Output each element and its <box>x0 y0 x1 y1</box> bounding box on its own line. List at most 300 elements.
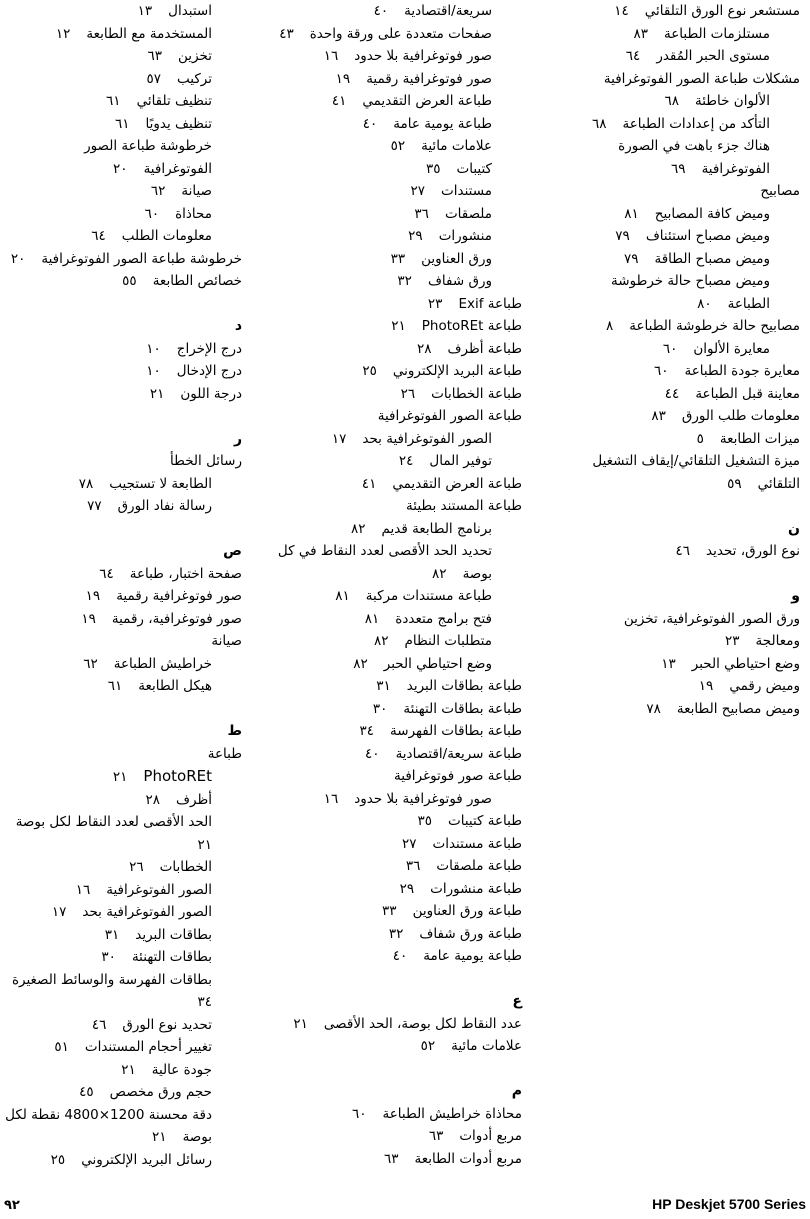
index-entry <box>272 698 522 721</box>
index-page-ref: ١٩ <box>85 588 101 604</box>
index-entry-text: خرطوشة طباعة الصور <box>84 138 212 154</box>
index-spacer <box>0 698 242 721</box>
index-subentry <box>272 68 522 91</box>
index-page-ref: ٣٣ <box>382 903 397 919</box>
index-entry <box>272 1125 522 1148</box>
index-entry-text: الخطابات <box>159 859 212 875</box>
index-entry-text: محاذاة خراطيش الطباعة <box>382 1105 522 1122</box>
index-entry <box>272 293 522 316</box>
index-page-ref: ٣٢ <box>397 273 412 289</box>
index-page-ref: ٤٦ <box>675 543 691 559</box>
index-entry-text: خراطيش الطباعة <box>113 655 212 672</box>
index-page-ref: ٥١ <box>54 1039 69 1055</box>
index-page-ref: ٦٠ <box>662 340 678 357</box>
index-entry-text: طباعة ورق شفاف <box>419 925 522 942</box>
index-entry-text: التلقائي <box>757 475 800 492</box>
index-entry-text: طباعة بطاقات البريد <box>406 678 522 694</box>
index-entry-text: كتيبات <box>456 160 492 177</box>
index-page-ref: ٦٠ <box>352 1105 367 1122</box>
index-page-ref: ٢٩ <box>399 880 415 897</box>
index-entry-text: تركيب <box>177 70 212 87</box>
index-letter-heading: د <box>234 318 242 334</box>
index-page-ref: ٤٤ <box>664 385 680 402</box>
index-entry <box>550 630 800 653</box>
index-page-ref: ٣٦ <box>405 858 421 874</box>
index-entry <box>272 1148 522 1171</box>
index-letter-heading: ر <box>233 430 242 447</box>
index-entry <box>272 383 522 406</box>
index-page-ref: ٧٨ <box>78 475 94 492</box>
index-entry-text: طباعة Exif <box>458 295 522 312</box>
index-entry-text: الصور الفوتوغرافية بحد <box>362 430 492 447</box>
index-entry-text: الطباعة <box>727 295 770 312</box>
index-entry-text: تنظيف يدويًا <box>145 115 212 132</box>
index-subentry <box>0 991 242 1014</box>
index-entry-text: وضع احتياطي الحبر <box>383 655 492 672</box>
index-page-ref: ٤٠ <box>373 3 389 19</box>
index-subentry <box>272 608 522 631</box>
index-entry-text: الطابعة لا تستجيب <box>109 475 212 492</box>
index-entry-text: نوع الورق، تحديد <box>706 543 800 559</box>
index-subentry <box>0 653 242 676</box>
index-page-ref: ٣٣ <box>390 250 406 267</box>
index-entry <box>272 855 522 878</box>
index-entry-text: بوصة <box>462 565 492 582</box>
index-subentry <box>272 90 522 113</box>
index-entry-text: سريعة/اقتصادية <box>404 3 492 19</box>
index-page-ref: ٦٣ <box>428 1128 444 1144</box>
index-subentry <box>272 270 522 293</box>
index-page-ref: ٢١ <box>391 318 406 334</box>
index-entry <box>550 608 800 631</box>
index-entry-text: وميض كافة المصابيح <box>654 205 770 222</box>
index-subentry <box>0 946 242 969</box>
index-page-ref: ٨٣ <box>651 408 666 424</box>
index-entry <box>272 743 522 766</box>
index-entry-text: طباعة البريد الإلكتروني <box>392 363 522 379</box>
index-entry-text: دقة محسنة 1200×4800 نقطة لكل <box>5 1106 212 1123</box>
index-subentry <box>272 0 522 23</box>
index-page-ref: ٢٠ <box>10 250 26 267</box>
index-entry-text: استبدال <box>168 3 212 19</box>
index-page-ref: ٨١ <box>335 588 350 604</box>
index-subentry <box>272 630 522 653</box>
index-page-ref: ٣٦ <box>414 205 429 222</box>
index-page-ref: ٢١ <box>152 1129 167 1145</box>
index-entry-text: مشكلات طباعة الصور الفوتوغرافية <box>603 70 800 87</box>
index-subentry <box>272 180 522 203</box>
index-entry-text: علامات مائية <box>451 1038 522 1054</box>
index-entry-text: مصابيح حالة خرطوشة الطباعة <box>629 318 800 334</box>
index-page-ref: ١٠ <box>146 363 161 379</box>
index-letter-heading: ص <box>223 543 242 559</box>
index-entry <box>272 720 522 743</box>
index-entry-text: وضع احتياطي الحبر <box>691 655 800 672</box>
index-page-ref: ٢٧ <box>402 835 417 852</box>
index-entry-text: طباعة المستند بطيئة <box>406 498 522 514</box>
index-entry-text: المستخدمة مع الطابعة <box>86 25 212 42</box>
index-subentry <box>550 45 800 68</box>
index-page-ref: ٣٥ <box>417 813 432 829</box>
index-page-ref: ٤١ <box>331 93 347 109</box>
index-entry <box>272 945 522 968</box>
index-entry <box>272 675 522 698</box>
index-page-ref: ٨٣ <box>633 25 648 42</box>
index-page-ref: ٢٦ <box>129 859 144 875</box>
index-subentry <box>0 834 242 857</box>
index-page-ref: ٨ <box>605 318 614 334</box>
index-page-ref: ٧٩ <box>623 250 639 267</box>
index-page-ref: ٤٠ <box>392 948 408 964</box>
index-page-ref: ٢٧ <box>410 183 426 199</box>
index-subentry <box>0 495 242 518</box>
index-entry-text: حجم ورق مخصص <box>109 1084 212 1100</box>
index-spacer <box>0 518 242 541</box>
index-page-ref: ٤٠ <box>365 745 380 762</box>
index-entry <box>550 675 800 698</box>
index-page-ref: ٧٧ <box>87 498 102 514</box>
index-letter-heading: م <box>511 1083 522 1099</box>
index-subentry <box>0 879 242 902</box>
index-subentry <box>0 23 242 46</box>
index-entry <box>550 653 800 676</box>
index-subentry <box>550 158 800 181</box>
index-entry-text: مستشعر نوع الورق التلقائي <box>644 3 800 19</box>
index-entry <box>0 608 242 631</box>
index-page-ref: ١٧ <box>331 430 347 447</box>
index-entry <box>0 585 242 608</box>
index-column-right <box>550 0 800 720</box>
index-subentry <box>0 68 242 91</box>
index-entry-text: معاينة قبل الطباعة <box>695 385 800 402</box>
index-page-ref: ٢٨ <box>145 791 161 808</box>
index-page-ref: ٣٠ <box>101 949 116 965</box>
index-entry-text: طباعة ملصقات <box>436 858 522 874</box>
index-entry-text: مستندات <box>441 183 492 199</box>
index-entry-text: صور فوتوغرافية بلا حدود <box>354 48 492 64</box>
index-subentry <box>0 158 242 181</box>
index-page-ref: ٢٣ <box>427 295 443 312</box>
index-subentry <box>0 901 242 924</box>
index-entry-text: بطاقات التهنئة <box>131 949 212 965</box>
index-subentry <box>272 113 522 136</box>
index-entry-text: طباعة مستندات <box>432 835 522 852</box>
index-subentry <box>550 135 800 158</box>
index-entry-text: طباعة العرض التقديمي <box>362 93 492 109</box>
index-entry-text: بطاقات الفهرسة والوسائط الصغيرة <box>11 971 212 988</box>
index-page-ref: ١٦ <box>323 790 339 807</box>
index-entry-text: التأكد من إعدادات الطباعة <box>622 115 770 132</box>
index-letter-heading: ط <box>227 723 242 739</box>
index-subentry <box>0 225 242 248</box>
index-subentry <box>0 45 242 68</box>
index-entry-text: رسائل الخطأ <box>170 453 242 469</box>
index-entry-text: طباعة منشورات <box>430 880 522 897</box>
index-page-ref: ١٦ <box>323 48 339 64</box>
index-page-ref: ٢٩ <box>408 228 423 244</box>
index-page-ref: ٣١ <box>376 678 391 694</box>
index-entry-text: خرطوشة طباعة الصور الفوتوغرافية <box>41 250 242 267</box>
index-subentry <box>0 135 242 158</box>
index-page-ref: ٤٦ <box>91 1016 107 1033</box>
index-page-ref: ٥٧ <box>146 70 162 87</box>
index-entry <box>272 315 522 338</box>
index-subentry <box>272 158 522 181</box>
index-page-ref: ١٩ <box>698 678 714 694</box>
index-page-ref: ٢٠ <box>113 160 128 177</box>
index-spacer <box>0 293 242 316</box>
index-page-ref: ٦٣ <box>147 48 163 64</box>
index-page-ref: ٢١ <box>121 1061 136 1078</box>
index-entry-text: طباعة أظرف <box>447 340 522 357</box>
index-page-ref: ٨٢ <box>373 633 389 649</box>
index-entry <box>550 698 800 721</box>
index-subentry <box>550 225 800 248</box>
index-entry <box>272 833 522 856</box>
index-entry-text: تغيير أحجام المستندات <box>84 1039 212 1055</box>
index-entry-text: ومعالجة <box>755 633 800 649</box>
index-subentry <box>550 203 800 226</box>
index-entry-text: الصور الفوتوغرافية <box>106 881 212 898</box>
index-entry <box>272 473 522 496</box>
index-entry-text: طباعة الصور الفوتوغرافية <box>377 408 522 424</box>
index-subentry <box>0 856 242 879</box>
index-page-ref: ٣٢ <box>388 925 404 942</box>
index-subentry <box>0 811 242 834</box>
index-entry-text: هناك جزء باهت في الصورة <box>618 138 770 154</box>
index-page-ref: ٢٨ <box>417 340 432 357</box>
index-subentry <box>0 1059 242 1082</box>
index-entry-text: صفحات متعددة على ورقة واحدة <box>309 25 492 42</box>
index-page-ref: ٣١ <box>104 926 120 943</box>
index-page-ref: ٦٤ <box>91 228 106 244</box>
index-entry-text: متطلبات النظام <box>404 633 492 649</box>
index-page-ref: ٤٥ <box>79 1084 94 1100</box>
index-entry-text: الصور الفوتوغرافية بحد <box>82 904 212 920</box>
index-subentry <box>0 924 242 947</box>
index-subentry <box>550 90 800 113</box>
index-entry-text: علامات مائية <box>421 138 492 154</box>
index-column-left <box>0 0 242 1171</box>
index-page-ref: ٥ <box>696 430 704 447</box>
index-subentry <box>272 225 522 248</box>
index-subentry <box>550 293 800 316</box>
index-entry-text: طباعة بطاقات التهنئة <box>403 700 522 717</box>
index-entry-text: معلومات الطلب <box>121 228 212 244</box>
index-subentry <box>0 969 242 992</box>
index-spacer <box>0 405 242 428</box>
index-page-ref: ٧٨ <box>646 700 661 717</box>
index-subentry <box>0 675 242 698</box>
index-page-ref: ١٣ <box>661 655 676 672</box>
index-entry <box>0 338 242 361</box>
index-entry-text: صور فوتوغرافية رقمية <box>366 70 492 87</box>
index-entry-text: درجة اللون <box>180 385 242 402</box>
index-entry-text: PhotoREt <box>143 767 212 785</box>
index-page-ref: ٢١ <box>149 385 165 402</box>
index-subentry <box>0 1081 242 1104</box>
index-page-ref: ٦٤ <box>625 48 641 64</box>
index-subentry <box>0 113 242 136</box>
index-entry-text: مستوى الحبر المُقدر <box>656 48 770 64</box>
index-entry-text: درج الإدخال <box>176 363 242 379</box>
page-number: ٩٢ <box>4 1198 20 1213</box>
index-entry <box>550 383 800 406</box>
index-page-ref: ٢٣ <box>725 633 740 649</box>
index-spacer <box>550 563 800 586</box>
index-entry-text: الحد الأقصى لعدد النقاط لكل بوصة <box>15 814 212 830</box>
index-page-ref: ٦١ <box>106 93 121 109</box>
index-entry-text: وميض مصباح الطاقة <box>654 250 770 267</box>
index-subentry <box>272 585 522 608</box>
index-entry-text: طباعة يومية عامة <box>423 948 522 964</box>
index-subentry <box>0 765 242 789</box>
index-entry-text: معلومات طلب الورق <box>681 408 800 424</box>
index-entry-text: محاذاة <box>175 205 212 222</box>
index-letter-heading: ن <box>788 520 800 537</box>
index-entry-text: درج الإخراج <box>176 340 242 357</box>
index-entry-text: طباعة العرض التقديمي <box>392 475 522 492</box>
index-page-ref: ١٦ <box>75 881 91 898</box>
index-entry-text: مربع أدوات الطابعة <box>414 1150 522 1167</box>
index-entry-text: ورق العناوين <box>421 250 492 267</box>
index-subentry <box>550 270 800 293</box>
index-entry <box>550 473 800 496</box>
index-entry-text: صور فوتوغرافية بلا حدود <box>354 790 492 807</box>
index-subentry <box>272 518 522 541</box>
index-entry-text: منشورات <box>438 228 492 244</box>
index-entry-text: طباعة <box>207 745 242 762</box>
index-entry-text: رسائل البريد الإلكتروني <box>81 1151 212 1168</box>
index-entry-text: ميزات الطابعة <box>719 430 800 447</box>
index-page-ref: ٥٢ <box>390 138 406 154</box>
index-entry-text: مستلزمات الطباعة <box>663 25 770 42</box>
index-letter-heading: ع <box>512 993 522 1009</box>
index-entry <box>0 383 242 406</box>
index-page-ref: ١٩ <box>81 610 96 627</box>
index-subentry <box>272 450 522 473</box>
index-entry <box>272 878 522 901</box>
index-page-ref: ٣٤ <box>359 723 375 739</box>
index-page-ref: ٢١ <box>293 1015 308 1032</box>
index-entry-text: تنظيف تلقائي <box>136 93 212 109</box>
index-entry-text: مصابيح <box>760 183 800 199</box>
index-entry-text: طباعة الخطابات <box>431 385 522 402</box>
index-entry <box>0 630 242 653</box>
index-entry <box>0 360 242 383</box>
index-page-ref: ٣٠ <box>372 700 388 717</box>
index-page-ref: ٦٠ <box>144 205 160 222</box>
index-entry-text: الفوتوغرافية <box>143 160 212 177</box>
index-column-middle <box>272 0 522 1170</box>
index-subentry <box>0 0 242 23</box>
index-entry <box>272 338 522 361</box>
index-entry-text: ورق الصور الفوتوغرافية، تخزين <box>623 610 800 627</box>
index-entry-text: تحديد نوع الورق <box>122 1016 212 1033</box>
index-page-ref: ٢٥ <box>50 1151 66 1168</box>
index-entry-text: الألوان خاطئة <box>694 93 770 109</box>
index-page-ref: ١٠ <box>146 340 161 357</box>
index-page-ref: ١٢ <box>55 25 71 42</box>
index-page-ref: ١٧ <box>51 904 67 920</box>
index-page-ref: ٢١ <box>112 769 128 785</box>
index-entry <box>550 540 800 563</box>
index-entry-text: طباعة مستندات مركبة <box>365 588 492 604</box>
index-entry <box>272 1035 522 1058</box>
index-entry-text: طباعة كتيبات <box>448 813 522 829</box>
index-entry-text: رسالة نفاد الورق <box>117 498 212 514</box>
index-page-ref: ٦٩ <box>671 160 686 177</box>
index-subentry <box>0 203 242 226</box>
index-entry-text: وميض رقمي <box>729 678 800 694</box>
index-entry <box>550 180 800 203</box>
index-page-ref: ٦٤ <box>99 565 114 582</box>
index-subentry <box>0 473 242 496</box>
index-entry-text: تخزين <box>178 48 212 64</box>
index-entry <box>0 563 242 586</box>
index-subentry <box>0 1126 242 1149</box>
index-entry-text: صيانة <box>211 633 242 649</box>
index-entry-text: ميزة التشغيل التلقائي/إيقاف التشغيل <box>592 453 800 469</box>
index-page-ref: ٧٩ <box>615 228 630 244</box>
index-entry-text: ملصقات <box>444 205 492 222</box>
index-page-ref: ٦١ <box>115 115 130 132</box>
index-entry-text: طباعة ورق العناوين <box>412 903 522 919</box>
index-page-ref: ٨١ <box>364 610 380 627</box>
index-entry <box>272 923 522 946</box>
index-subentry <box>272 248 522 271</box>
index-page-ref: ٨٢ <box>353 655 368 672</box>
index-page-ref: ٢٦ <box>400 385 416 402</box>
index-entry <box>550 450 800 473</box>
index-subentry <box>0 789 242 812</box>
index-page-ref: ١٤ <box>614 3 629 19</box>
index-subentry <box>0 1149 242 1172</box>
index-subentry <box>0 1036 242 1059</box>
index-entry-text: مربع أدوات <box>459 1128 522 1144</box>
index-entry-text: بوصة <box>182 1129 212 1145</box>
index-entry-text: الفوتوغرافية <box>701 160 770 177</box>
index-page-ref: ٣٥ <box>426 160 441 177</box>
index-page-ref: ٥٥ <box>122 273 137 289</box>
index-spacer <box>550 495 800 518</box>
index-subentry <box>550 338 800 361</box>
index-page-ref: ٨٠ <box>697 295 712 312</box>
footer-product-title: HP Deskjet 5700 Series <box>652 1196 806 1212</box>
index-page-ref: ٦٢ <box>150 183 166 199</box>
index-subentry <box>272 788 522 811</box>
index-entry <box>550 0 800 23</box>
index-entry-text: صفحة اختبار، طباعة <box>129 565 242 582</box>
index-subentry <box>272 428 522 451</box>
index-page-ref: ٤٣ <box>279 25 294 42</box>
index-entry-text: برنامج الطابعة قديم <box>381 520 492 537</box>
index-page-ref: ١٣ <box>137 3 153 19</box>
index-entry-text: طباعة يومية عامة <box>393 115 492 132</box>
index-entry <box>0 248 242 271</box>
index-entry-text: بطاقات البريد <box>135 926 212 943</box>
index-subentry <box>550 23 800 46</box>
index-entry-text: فتح برامج متعددة <box>395 610 492 627</box>
index-letter-heading: و <box>791 588 800 604</box>
index-entry-text: جودة عالية <box>151 1061 212 1078</box>
index-subentry <box>272 23 522 46</box>
index-entry-text: صور فوتوغرافية رقمية <box>116 588 242 604</box>
index-entry-text: طباعة PhotoREt <box>421 318 522 334</box>
index-entry <box>272 765 522 788</box>
index-page-ref: ٢٤ <box>398 453 414 469</box>
index-subentry <box>272 45 522 68</box>
